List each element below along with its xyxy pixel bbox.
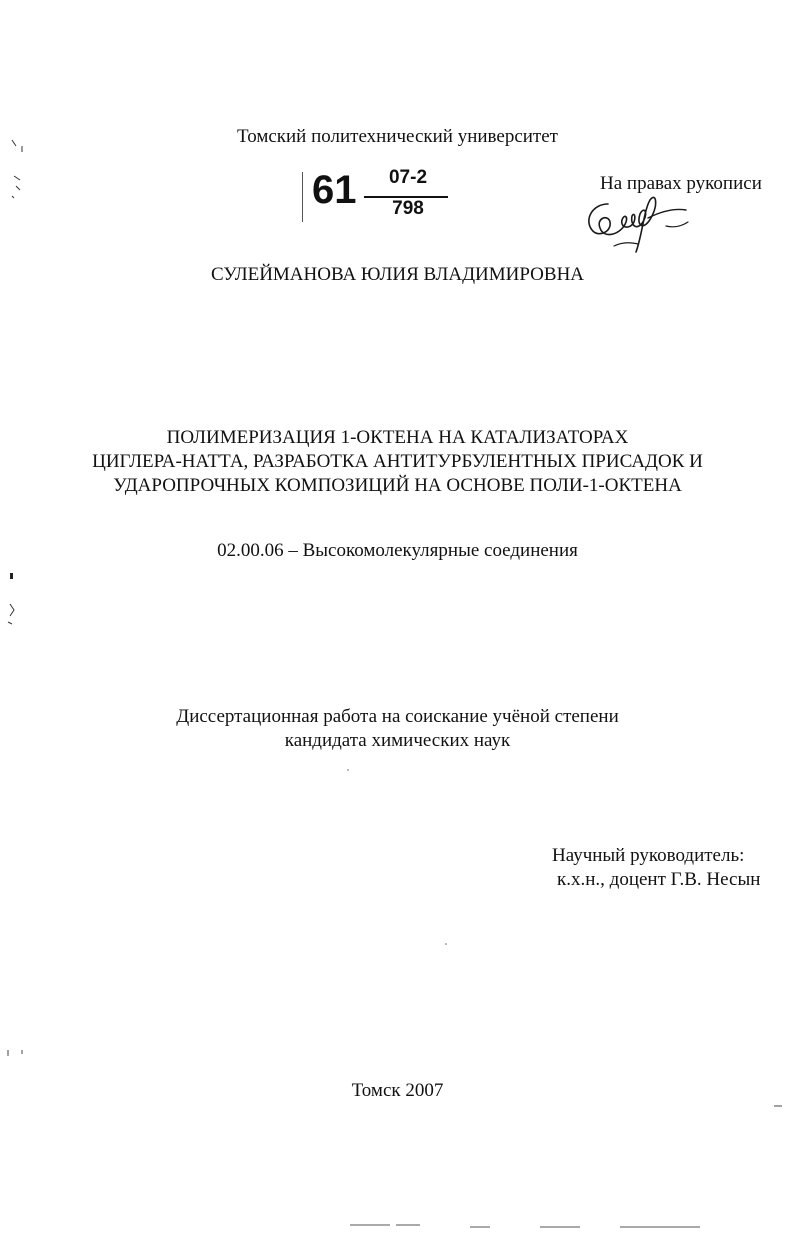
library-stamp (312, 166, 452, 230)
author-name: СУЛЕЙМАНОВА ЮЛИЯ ВЛАДИМИРОВНА (210, 264, 585, 285)
stamp-margin-tick (302, 172, 303, 222)
supervisor-name: к.х.н., доцент Г.В. Несын (557, 869, 761, 890)
signature-icon (578, 186, 698, 266)
stamp-denominator: 798 (392, 198, 424, 219)
degree-line-1: Диссертационная работа на соискание учёной степени (176, 706, 619, 727)
title-line-3: УДАРОПРОЧНЫХ КОМПОЗИЦИЙ НА ОСНОВЕ ПОЛИ-1-ОКТЕНА (113, 475, 682, 496)
title-line-2: ЦИГЛЕРА-НАТТА, РАЗРАБОТКА АНТИТУРБУЛЕНТНЫХ ПРИСАДОК И (92, 451, 703, 472)
stamp-numerator: 07-2 (388, 167, 428, 188)
place-year: Томск 2007 (351, 1080, 444, 1101)
stamp-series: 61 (312, 168, 357, 212)
university-name: Томский политехнический университет (237, 126, 558, 147)
degree-line-2: кандидата химических наук (284, 730, 511, 751)
title-line-1: ПОЛИМЕРИЗАЦИЯ 1-ОКТЕНА НА КАТАЛИЗАТОРАХ (166, 427, 629, 448)
rights-note: На правах рукописи (600, 173, 762, 194)
specialty-code: 02.00.06 – Высокомолекулярные соединения (217, 540, 578, 561)
supervisor-label: Научный руководитель: (552, 845, 745, 866)
